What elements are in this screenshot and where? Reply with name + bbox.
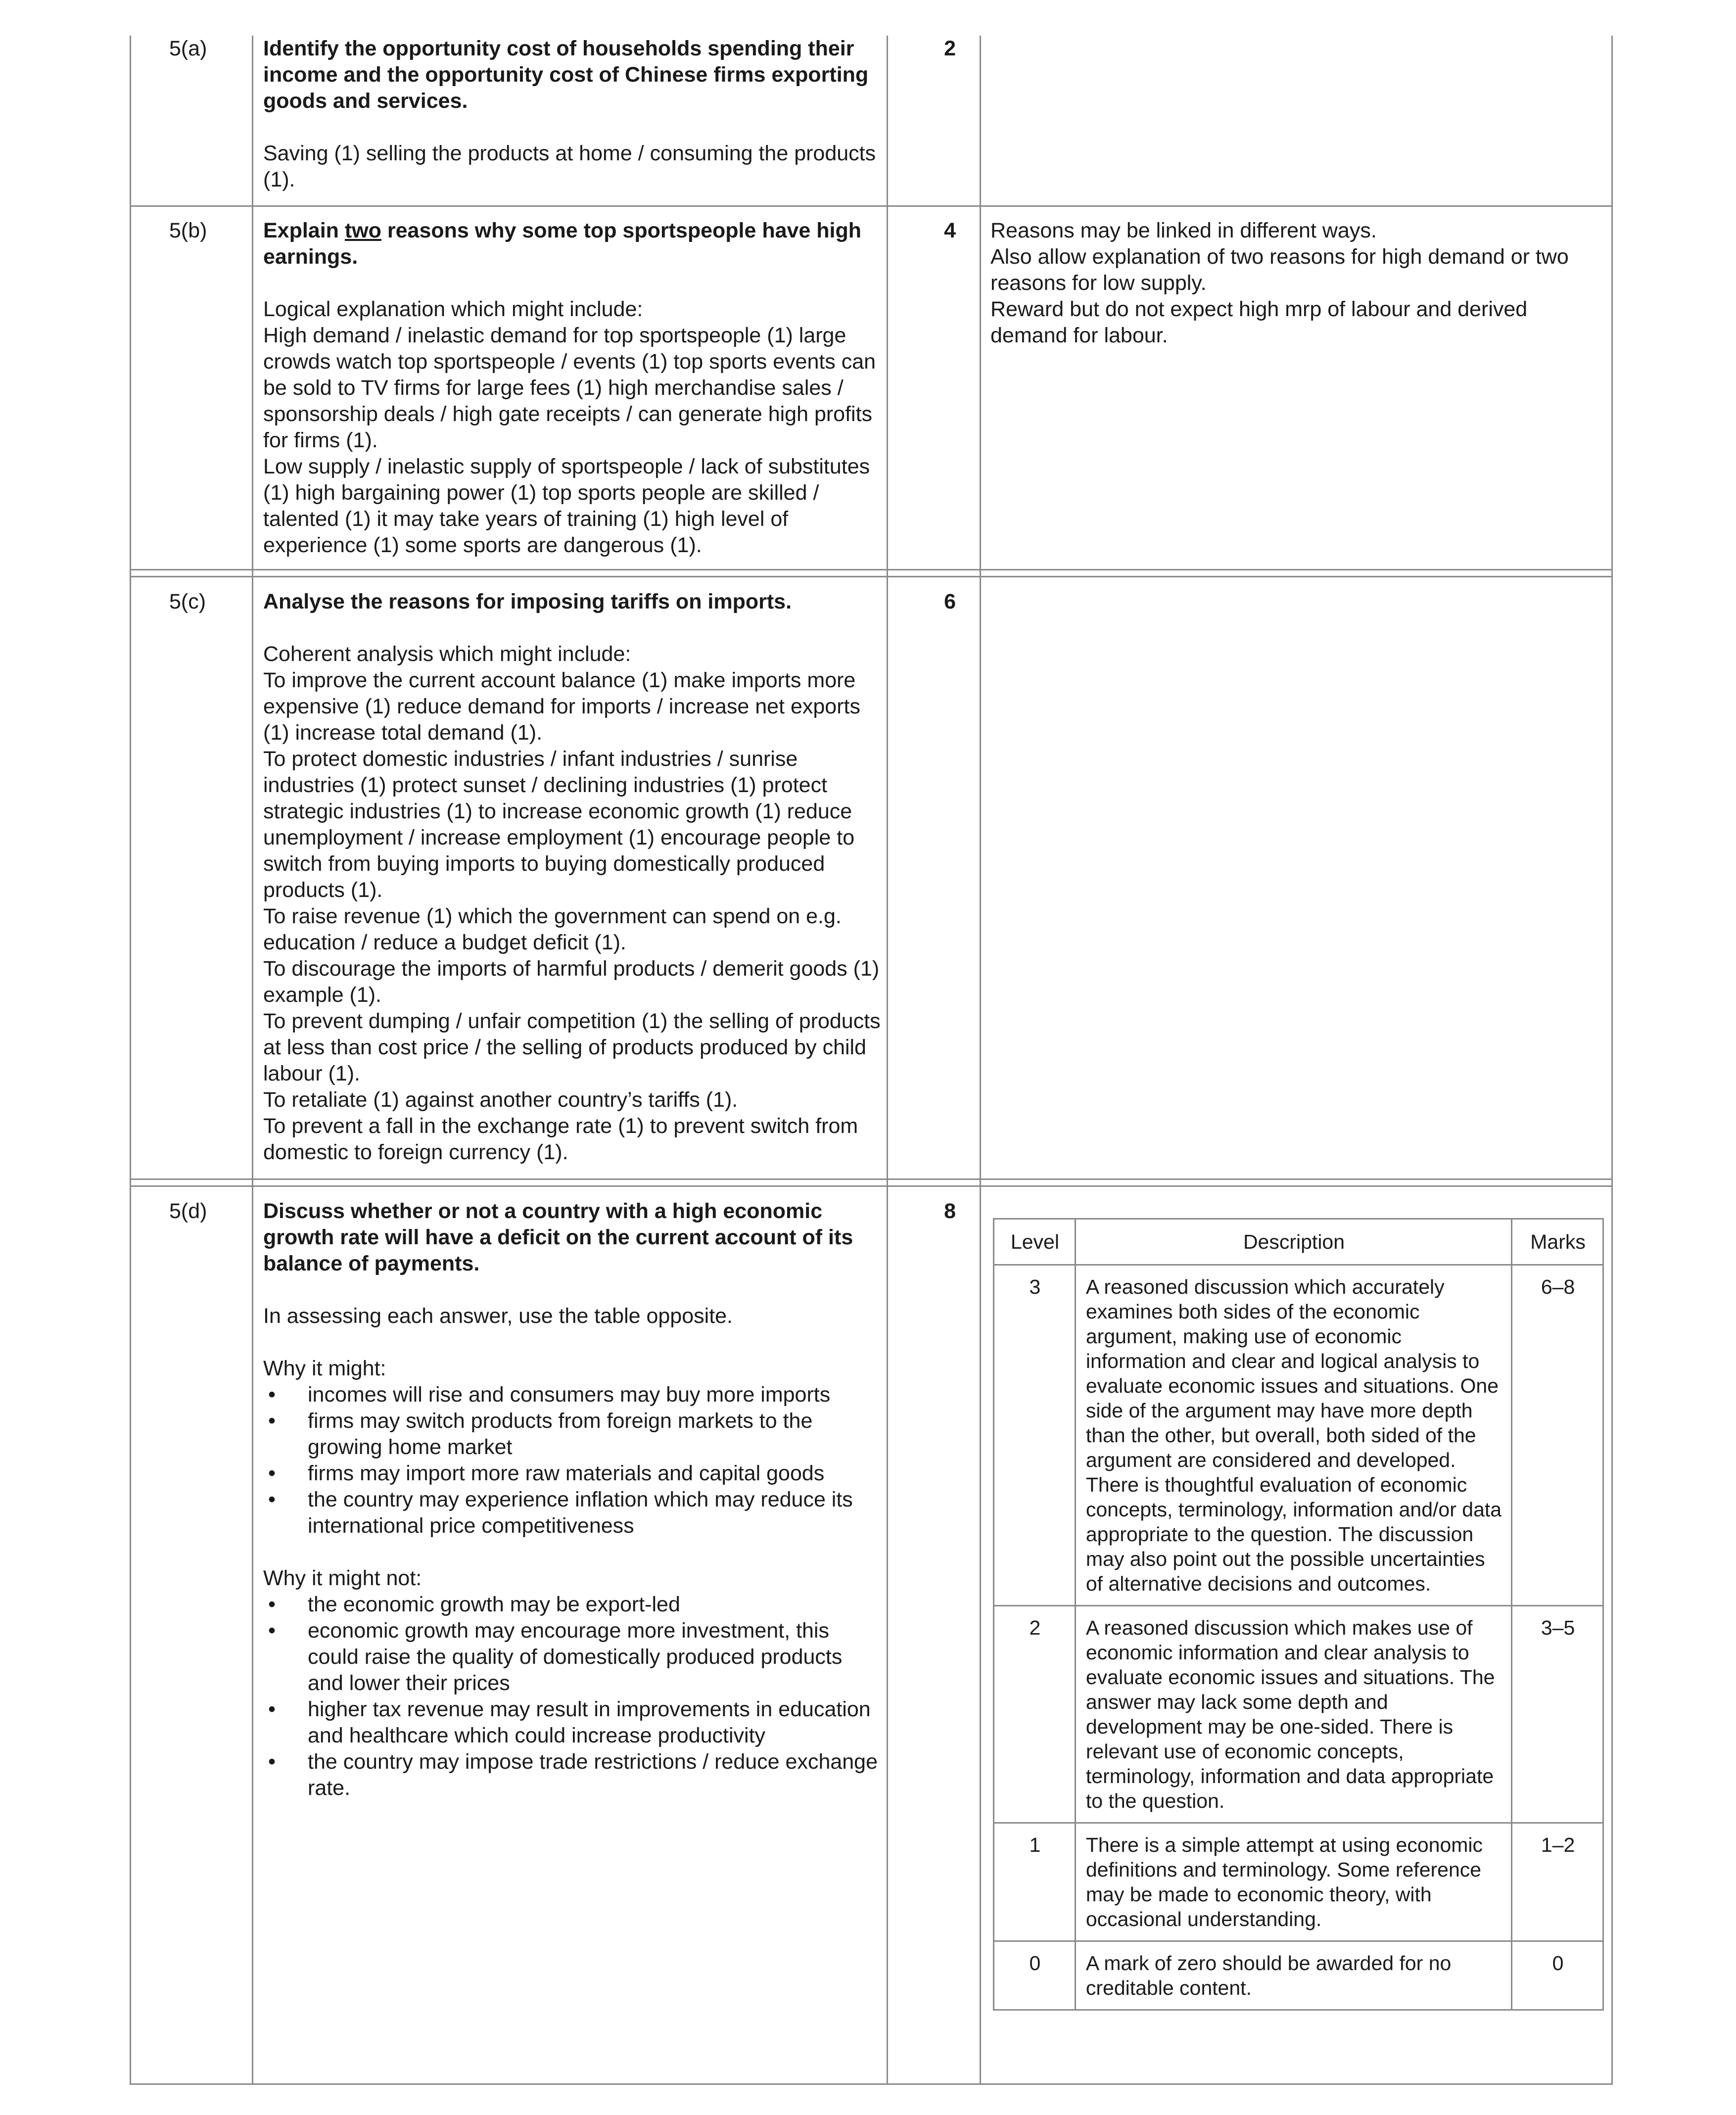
list-item: • firms may switch products from foreign markets to the growing home market (263, 1408, 882, 1460)
table-row (994, 1823, 1603, 1941)
answer-cell (263, 218, 882, 559)
why-not-heading: Why it might not: (263, 1566, 422, 1590)
answer-text: Saving (1) selling the products at home / consuming the products (1). (263, 141, 876, 191)
answer-paragraph: To prevent a fall in the exchange rate (1) to prevent switch from domestic to foreign currency (1). (263, 1114, 858, 1164)
row-rule-c-end (130, 1178, 1613, 1180)
answer-paragraph: To raise revenue (1) which the government can spend on e.g. education / reduce a budget deficit (1). (263, 904, 842, 954)
col-rule-right (1611, 36, 1613, 2085)
assessment-note: In assessing each answer, use the table opposite. (263, 1304, 733, 1328)
guidance-cell (990, 218, 1604, 349)
row-rule-c-start (130, 576, 1613, 577)
col-rule-marks (980, 36, 981, 2085)
col-rule-answer (887, 36, 888, 2085)
list-item: • the country may impose trade restrictions / reduce exchange rate. (263, 1749, 882, 1801)
answer-cell (263, 1198, 882, 1801)
level-cell: 0 (994, 1941, 1076, 2010)
list-item: • higher tax revenue may result in improvements in education and healthcare which could increase productivity (263, 1696, 882, 1749)
header-level: Level (994, 1219, 1076, 1265)
col-rule-question (252, 36, 253, 2085)
marks-cell: 0 (1512, 1941, 1603, 2010)
answer-paragraph: To discourage the imports of harmful products / demerit goods (1) example (1). (263, 957, 880, 1007)
question-number: 5(b) (169, 219, 207, 242)
list-item: • the economic growth may be export-led (263, 1592, 882, 1618)
answer-paragraph: To retaliate (1) against another country’s tariffs (1). (263, 1088, 738, 1112)
marks-value: 6 (944, 590, 956, 613)
answer-cell (263, 36, 882, 193)
answer-paragraph: To protect domestic industries / infant industries / sunrise industries (1) protect sunset / declining industries (1) protect strategic industries (1) to increase economic growth (1) reduce unemployment / increase employment (1) encourage people to switch from buying imports to buying domestically produced products (1). (263, 747, 855, 902)
answer-supply: Low supply / inelastic supply of sportspeople / lack of substitutes (1) high bargaining power (1) top sports people are skilled / talented (1) it may take years of training (1) high level of experience (1) some sports are dangerous (1). (263, 455, 870, 557)
description-cell: A reasoned discussion which accurately examines both sides of the economic argument, making use of economic information and clear and logical analysis to evaluate economic issues and situations. One side of the argument may have more depth than the other, but overall, both sided of the argument are considered and developed. There is thoughtful evaluation of economic concepts, terminology, information and/or data appropriate to the question. The discussion may also point out the possible uncertainties of alternative decisions and outcomes. (1075, 1265, 1511, 1606)
list-item: • economic growth may encourage more investment, this could raise the quality of domestically produced products and lower their prices (263, 1618, 882, 1696)
guidance-line: Also allow explanation of two reasons for high demand or two reasons for low supply. (990, 245, 1569, 295)
answer-paragraph: To improve the current account balance (1) make imports more expensive (1) reduce demand for imports / increase net exports (1) increase total demand (1). (263, 668, 860, 745)
why-not-list (263, 1592, 882, 1801)
level-cell: 2 (994, 1606, 1076, 1823)
table-row (994, 1265, 1603, 1606)
table-row (994, 1941, 1603, 2010)
mark-scheme-table (130, 36, 1613, 2085)
answer-demand: High demand / inelastic demand for top sportspeople (1) large crowds watch top sportspeople / events (1) top sports events can be sold to TV firms for large fees (1) high merchandise sales / sponsorship deals / high gate receipts / can generate high profits for firms (1). (263, 324, 876, 452)
marks-value: 8 (944, 1199, 956, 1223)
levels-table (993, 1218, 1604, 2011)
list-item: • firms may import more raw materials and capital goods (263, 1460, 882, 1487)
marks-cell: 3–5 (1512, 1606, 1603, 1823)
answer-intro: Logical explanation which might include: (263, 297, 643, 321)
description-cell: A mark of zero should be awarded for no creditable content. (1075, 1941, 1511, 2010)
level-cell: 1 (994, 1823, 1076, 1941)
question-text: Explain two reasons why some top sportspeople have high earnings. (263, 219, 862, 269)
row-rule-a-b (130, 205, 1613, 207)
guidance-line: Reward but do not expect high mrp of labour and derived demand for labour. (990, 297, 1528, 347)
levels-header-row (994, 1219, 1603, 1265)
guidance-line: Reasons may be linked in different ways. (990, 219, 1377, 242)
marks-cell: 6–8 (1512, 1265, 1603, 1606)
why-heading: Why it might: (263, 1357, 386, 1380)
row-rule-b-end (130, 569, 1613, 570)
header-description: Description (1075, 1219, 1511, 1265)
header-marks: Marks (1512, 1219, 1603, 1265)
marks-value: 4 (944, 219, 956, 242)
list-item: • incomes will rise and consumers may buy more imports (263, 1382, 882, 1408)
list-item: • the country may experience inflation which may reduce its international price competitiveness (263, 1487, 882, 1539)
level-cell: 3 (994, 1265, 1076, 1606)
description-cell: There is a simple attempt at using economic definitions and terminology. Some reference may be made to economic theory, with occasional understanding. (1075, 1823, 1511, 1941)
description-cell: A reasoned discussion which makes use of economic information and clear analysis to evaluate economic issues and situations. The answer may lack some depth and development may be one-sided. There is relevant use of economic concepts, terminology, information and data appropriate to the question. (1075, 1606, 1511, 1823)
answer-cell (263, 589, 882, 1166)
table-row (994, 1606, 1603, 1823)
marks-value: 2 (944, 37, 956, 60)
col-rule-left (130, 36, 131, 2085)
why-list (263, 1382, 882, 1539)
question-number: 5(c) (169, 590, 206, 613)
question-text: Analyse the reasons for imposing tariffs on imports. (263, 590, 792, 613)
marks-cell: 1–2 (1512, 1823, 1603, 1941)
question-text: Discuss whether or not a country with a high economic growth rate will have a deficit on the current account of its balance of payments. (263, 1199, 853, 1275)
question-text: Identify the opportunity cost of households spending their income and the opportunity cost of Chinese firms exporting goods and services. (263, 37, 869, 113)
question-number: 5(d) (169, 1199, 207, 1223)
answer-paragraph: To prevent dumping / unfair competition (1) the selling of products at less than cost price / the selling of products produced by child labour (1). (263, 1009, 881, 1085)
answer-intro: Coherent analysis which might include: (263, 642, 631, 666)
row-rule-bottom (130, 2083, 1613, 2085)
row-rule-d-start (130, 1185, 1613, 1187)
question-number: 5(a) (169, 37, 207, 60)
